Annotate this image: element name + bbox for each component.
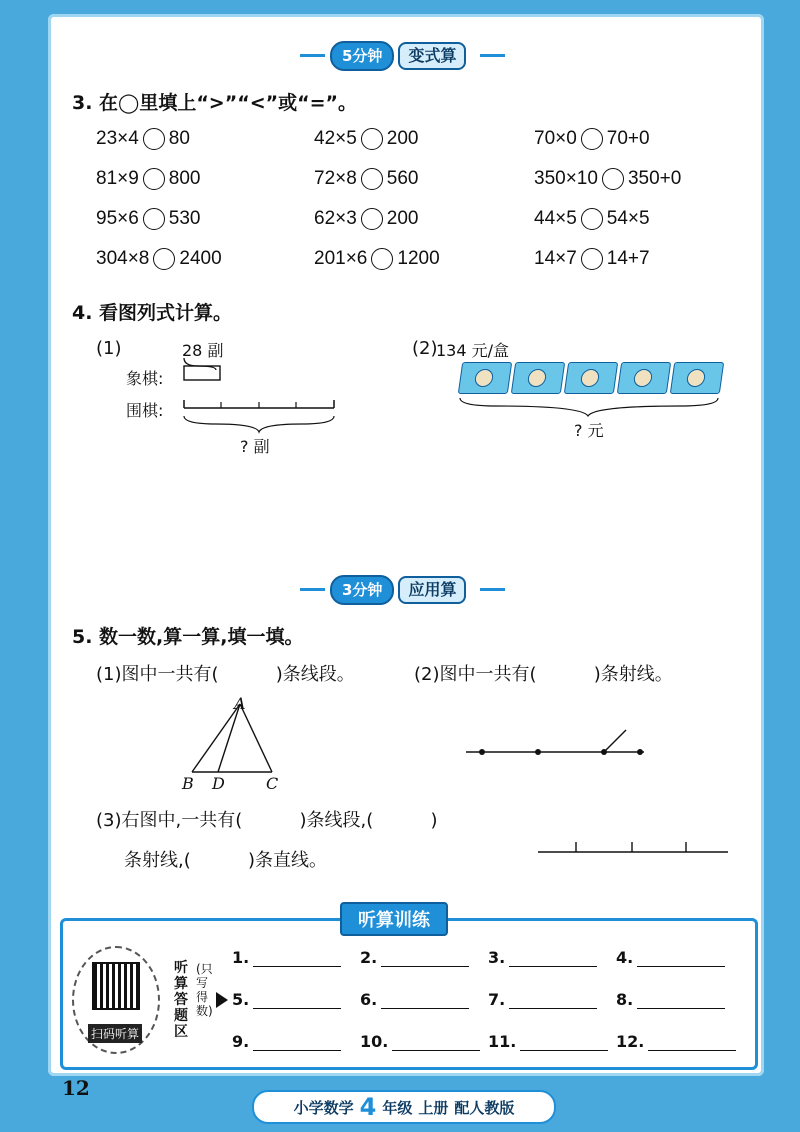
answer-blank[interactable] <box>509 948 597 967</box>
answer-number: 8. <box>616 990 634 1009</box>
answer-number: 2. <box>360 948 378 967</box>
question-4-title: 4. 看图列式计算。 <box>72 302 233 324</box>
answer-blank[interactable] <box>381 990 469 1009</box>
right-expression: 1200 <box>397 248 440 269</box>
answer-circle[interactable] <box>361 208 383 230</box>
answer-circle[interactable] <box>143 128 165 150</box>
left-expression: 14×7 <box>534 248 577 269</box>
answer-number: 9. <box>232 1032 250 1051</box>
left-expression: 81×9 <box>96 168 139 189</box>
answer-circle[interactable] <box>602 168 624 190</box>
section-header-timed <box>330 42 466 70</box>
qr-code-icon[interactable] <box>92 962 140 1010</box>
comparison-item <box>96 168 201 190</box>
right-expression: 200 <box>386 128 419 149</box>
q5-part-3-line1: (3)右图中,一共有( )条线段,( ) <box>96 810 438 831</box>
toy-box-2 <box>511 362 565 394</box>
edition-label: 配人教版 <box>454 1098 515 1117</box>
comparison-item <box>314 208 419 230</box>
answer-slot <box>488 948 597 967</box>
toy-box-3 <box>564 362 618 394</box>
answer-area-label: 听算答题区 <box>174 960 188 1040</box>
left-expression: 201×6 <box>314 248 368 269</box>
question-5-title: 5. 数一数,算一算,填一填。 <box>72 626 304 648</box>
left-expression: 42×5 <box>314 128 357 149</box>
page-number: 12 <box>62 1076 90 1100</box>
answer-circle[interactable] <box>153 248 175 270</box>
left-expression: 23×4 <box>96 128 139 149</box>
answer-blank[interactable] <box>253 990 341 1009</box>
comparison-item <box>96 208 201 230</box>
answer-number: 7. <box>488 990 506 1009</box>
footer-book-info <box>252 1090 556 1124</box>
grade-label: 年级 <box>382 1098 413 1117</box>
answer-slot <box>232 990 341 1009</box>
right-expression: 70+0 <box>606 128 650 149</box>
listening-title: 听算训练 <box>340 902 448 936</box>
question-3-title: 3. 在◯里填上“>”“<”或“=”。 <box>72 92 358 114</box>
section-title: 变式算 <box>398 42 466 70</box>
chess-count-label: 28 副 <box>182 341 224 360</box>
answer-circle[interactable] <box>361 168 383 190</box>
left-expression: 72×8 <box>314 168 357 189</box>
toy-box-5 <box>670 362 724 394</box>
answer-slot <box>232 1032 341 1051</box>
answer-circle[interactable] <box>143 168 165 190</box>
answer-number: 12. <box>616 1032 645 1051</box>
left-expression: 95×6 <box>96 208 139 229</box>
answer-circle[interactable] <box>143 208 165 230</box>
subject-label: 小学数学 <box>293 1098 354 1117</box>
answer-slot <box>616 1032 736 1051</box>
right-expression: 560 <box>386 168 419 189</box>
comparison-item <box>314 248 440 270</box>
point-d: D <box>212 774 225 793</box>
answer-number: 5. <box>232 990 250 1009</box>
right-expression: 14+7 <box>606 248 650 269</box>
answer-blank[interactable] <box>509 990 597 1009</box>
part-1-label: (1) <box>96 338 122 359</box>
price-label: 134 元/盒 <box>436 341 510 360</box>
comparison-item <box>96 248 222 270</box>
answer-number: 11. <box>488 1032 517 1051</box>
answer-slot <box>616 990 725 1009</box>
right-expression: 80 <box>168 128 190 149</box>
left-expression: 350×10 <box>534 168 598 189</box>
q5-part-3-line2: 条射线,( )条直线。 <box>124 850 327 871</box>
right-expression: 54×5 <box>606 208 650 229</box>
answer-slot <box>488 990 597 1009</box>
left-expression: 304×8 <box>96 248 150 269</box>
right-expression: 530 <box>168 208 201 229</box>
toy-box-4 <box>617 362 671 394</box>
answer-note: (只写得数) <box>196 962 213 1018</box>
scan-label: 扫码听算 <box>88 1024 142 1043</box>
answer-circle[interactable] <box>371 248 393 270</box>
answer-blank[interactable] <box>637 990 725 1009</box>
answer-slot <box>232 948 341 967</box>
answer-blank[interactable] <box>637 948 725 967</box>
answer-circle[interactable] <box>361 128 383 150</box>
answer-slot <box>488 1032 608 1051</box>
xiangqi-label: 象棋: <box>126 369 164 388</box>
right-expression: 200 <box>386 208 419 229</box>
q5-part-2: (2)图中一共有( )条射线。 <box>414 664 673 685</box>
answer-blank[interactable] <box>392 1032 480 1051</box>
section-header-application <box>330 576 466 604</box>
answer-circle[interactable] <box>581 248 603 270</box>
total-brace <box>456 396 726 420</box>
section-title-2: 应用算 <box>398 576 466 604</box>
answer-number: 10. <box>360 1032 389 1051</box>
right-expression: 350+0 <box>627 168 682 189</box>
q5-part-1: (1)图中一共有( )条线段。 <box>96 664 355 685</box>
answer-blank[interactable] <box>520 1032 608 1051</box>
right-expression: 2400 <box>179 248 222 269</box>
total-cost-label: ? 元 <box>574 421 604 440</box>
answer-circle[interactable] <box>581 208 603 230</box>
comparison-item <box>314 128 419 150</box>
comparison-item <box>96 128 190 150</box>
left-expression: 62×3 <box>314 208 357 229</box>
answer-slot <box>360 990 469 1009</box>
part-2-label: (2) <box>412 338 438 359</box>
arrow-icon <box>216 992 228 1008</box>
grade-number: 4 <box>359 1093 377 1121</box>
point-b: B <box>182 774 194 793</box>
comparison-item <box>534 248 650 270</box>
answer-slot <box>616 948 725 967</box>
point-a: A <box>234 694 246 713</box>
comparison-item <box>314 168 419 190</box>
segment-diagram <box>176 356 346 436</box>
weiqi-label: 围棋: <box>126 401 164 420</box>
answer-number: 6. <box>360 990 378 1009</box>
answer-blank[interactable] <box>648 1032 736 1051</box>
timer-badge-2: 3分钟 <box>330 575 394 605</box>
ray-figure <box>460 722 660 762</box>
answer-circle[interactable] <box>581 128 603 150</box>
point-c: C <box>266 774 279 793</box>
comparison-item <box>534 208 650 230</box>
term-label: 上册 <box>418 1098 449 1117</box>
comparison-item <box>534 128 650 150</box>
answer-blank[interactable] <box>253 1032 341 1051</box>
answer-number: 1. <box>232 948 250 967</box>
answer-slot <box>360 948 469 967</box>
left-expression: 44×5 <box>534 208 577 229</box>
comparison-item <box>534 168 681 190</box>
answer-number: 3. <box>488 948 506 967</box>
answer-slot <box>360 1032 480 1051</box>
left-expression: 70×0 <box>534 128 577 149</box>
answer-number: 4. <box>616 948 634 967</box>
line-figure <box>536 838 732 858</box>
timer-badge: 5分钟 <box>330 41 394 71</box>
weiqi-total-label: ? 副 <box>240 437 270 456</box>
right-expression: 800 <box>168 168 201 189</box>
answer-blank[interactable] <box>253 948 341 967</box>
answer-blank[interactable] <box>381 948 469 967</box>
toy-box-1 <box>458 362 512 394</box>
